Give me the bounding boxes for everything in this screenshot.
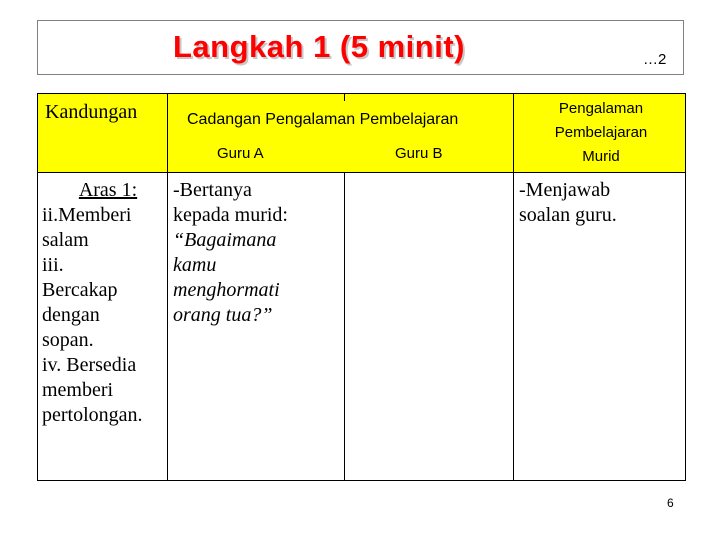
guru-a-cell bbox=[173, 178, 343, 328]
header-murid bbox=[516, 97, 686, 169]
guru-a-quote-line: “Bagaimana bbox=[173, 229, 277, 251]
header-murid-line: Pembelajaran bbox=[554, 124, 648, 141]
header-cadangan: Cadangan Pengalaman Pembelajaran bbox=[187, 111, 459, 128]
kandungan-cell bbox=[42, 178, 166, 428]
kandungan-line: memberi bbox=[42, 379, 114, 401]
guru-a-quote-line: menghormati bbox=[173, 279, 280, 301]
murid-line: -Menjawab bbox=[519, 179, 611, 201]
murid-line: soalan guru. bbox=[519, 204, 617, 226]
grid-line-col2 bbox=[344, 172, 345, 481]
header-kandungan: Kandungan bbox=[45, 101, 138, 123]
grid-line-header-bottom bbox=[37, 172, 686, 173]
grid-line-col2-stub bbox=[344, 93, 345, 101]
guru-a-quote-line: orang tua?” bbox=[173, 304, 273, 326]
guru-a-line: -Bertanya bbox=[173, 179, 252, 201]
header-murid-line: Murid bbox=[582, 148, 620, 165]
kandungan-line: sopan. bbox=[42, 329, 94, 351]
grid-line-top bbox=[37, 93, 686, 94]
slide-number: 6 bbox=[667, 496, 674, 510]
kandungan-line: salam bbox=[42, 229, 89, 251]
kandungan-line: pertolongan. bbox=[42, 404, 143, 426]
slide-title: Langkah 1 (5 minit) bbox=[173, 29, 465, 64]
header-guru-a: Guru A bbox=[217, 145, 264, 162]
header-guru-b: Guru B bbox=[395, 145, 443, 162]
grid-line-left bbox=[37, 93, 38, 481]
kandungan-line: iii. bbox=[42, 254, 64, 276]
grid-line-col3 bbox=[513, 93, 514, 481]
title-box bbox=[37, 20, 684, 75]
header-murid-line: Pengalaman bbox=[558, 100, 644, 117]
guru-a-line: kepada murid: bbox=[173, 204, 288, 226]
kandungan-line: ii.Memberi bbox=[42, 204, 132, 226]
grid-line-bottom bbox=[37, 480, 686, 481]
kandungan-line: Bercakap bbox=[42, 279, 118, 301]
kandungan-line: dengan bbox=[42, 304, 100, 326]
kandungan-line: Aras 1: bbox=[78, 179, 138, 201]
kandungan-line: iv. Bersedia bbox=[42, 354, 137, 376]
lesson-table bbox=[37, 93, 686, 481]
guru-a-quote-line: kamu bbox=[173, 254, 217, 276]
grid-line-col1 bbox=[167, 93, 168, 481]
page-marker: …2 bbox=[643, 51, 667, 68]
murid-cell bbox=[519, 178, 684, 228]
